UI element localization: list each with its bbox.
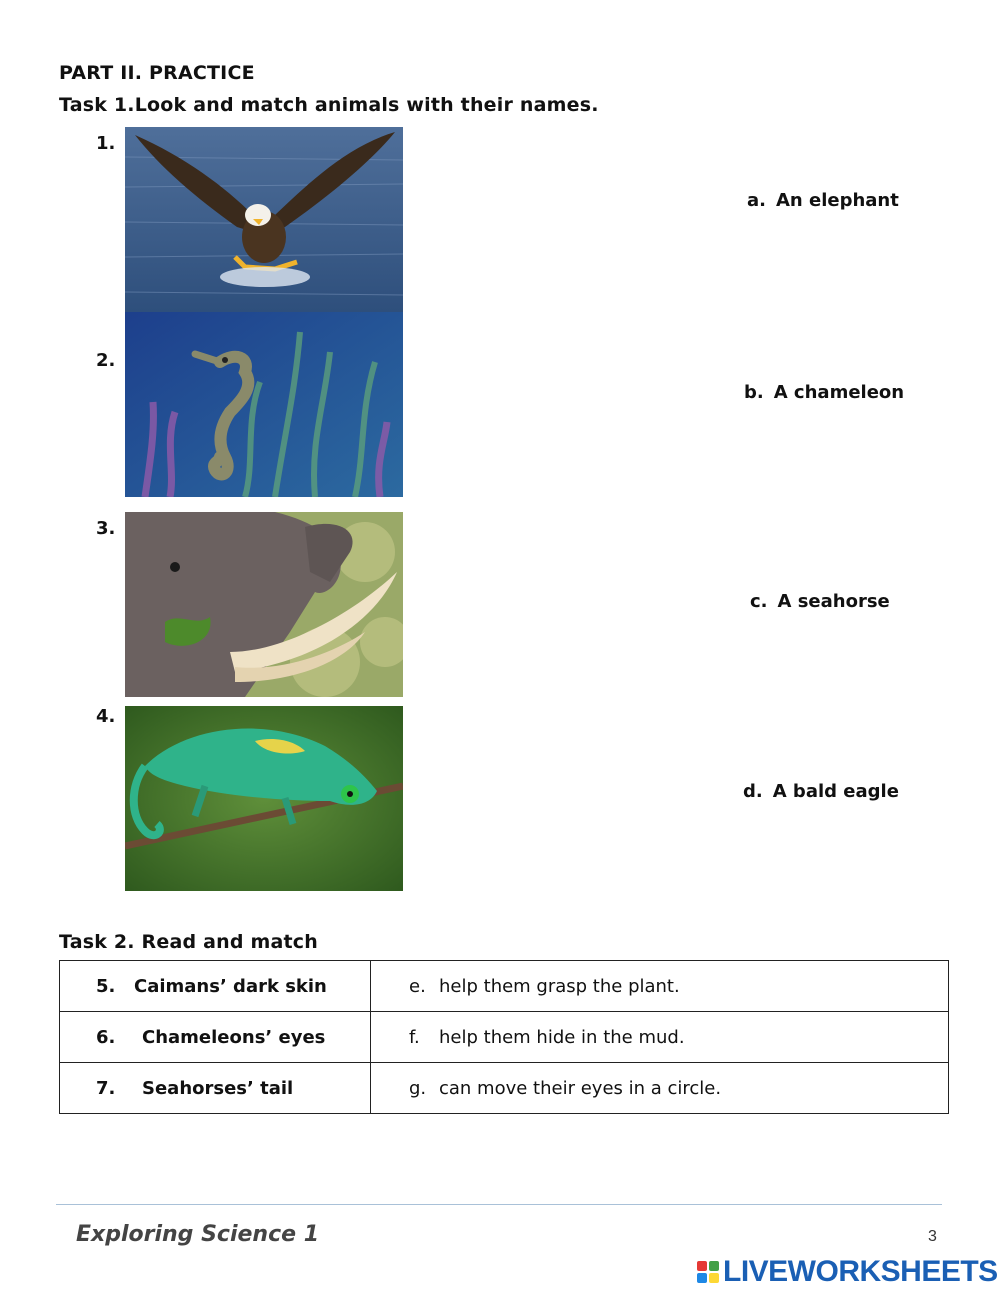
book-title: Exploring Science 1 [76, 1222, 320, 1247]
table-row [60, 961, 949, 1012]
match-right-cell [371, 961, 949, 1012]
picture-number-2: 2. [96, 350, 116, 371]
page-number: 3 [928, 1228, 937, 1245]
row-letter: e. [409, 975, 426, 997]
row-right-text: help them hide in the mud. [439, 1026, 685, 1048]
bald-eagle-photo [125, 127, 403, 312]
row-right-text: help them grasp the plant. [439, 975, 680, 997]
picture-number-1: 1. [96, 133, 116, 154]
match-left-cell [60, 1012, 371, 1063]
option-d-letter: d. [743, 781, 763, 802]
option-c-letter: c. [750, 591, 768, 612]
option-a-text: An elephant [775, 190, 899, 211]
option-c [750, 591, 890, 612]
match-table [59, 960, 949, 1114]
match-right-cell [371, 1063, 949, 1114]
footer-divider [56, 1204, 942, 1205]
liveworksheets-logo-icon [697, 1261, 719, 1283]
chameleon-photo [125, 706, 403, 891]
row-number: 7. [96, 1077, 116, 1099]
row-left-text: Chameleons’ eyes [142, 1026, 326, 1048]
match-right-cell [371, 1012, 949, 1063]
picture-number-3: 3. [96, 518, 116, 539]
option-a-letter: a. [747, 190, 766, 211]
task1-title: Task 1.Look and match animals with their names. [59, 94, 599, 116]
row-number: 6. [96, 1026, 116, 1048]
row-letter: g. [409, 1077, 427, 1099]
option-c-text: A seahorse [777, 591, 890, 612]
table-row [60, 1012, 949, 1063]
liveworksheets-logo [697, 1255, 998, 1289]
row-number: 5. [96, 975, 116, 997]
match-left-cell [60, 1063, 371, 1114]
task2-title: Task 2. Read and match [59, 931, 318, 953]
option-d [743, 781, 899, 802]
option-d-text: A bald eagle [772, 781, 899, 802]
elephant-photo [125, 512, 403, 697]
option-a [747, 190, 899, 211]
match-left-cell [60, 961, 371, 1012]
table-row [60, 1063, 949, 1114]
section-title: PART II. PRACTICE [59, 62, 255, 84]
picture-number-4: 4. [96, 706, 116, 727]
brand-name: LIVEWORKSHEETS [723, 1255, 998, 1288]
seahorse-photo [125, 312, 403, 497]
row-letter: f. [409, 1026, 420, 1048]
option-b-letter: b. [744, 382, 764, 403]
row-right-text: can move their eyes in a circle. [439, 1077, 722, 1099]
option-b [744, 382, 904, 403]
row-left-text: Caimans’ dark skin [134, 975, 327, 997]
row-left-text: Seahorses’ tail [142, 1077, 294, 1099]
option-b-text: A chameleon [773, 382, 905, 403]
